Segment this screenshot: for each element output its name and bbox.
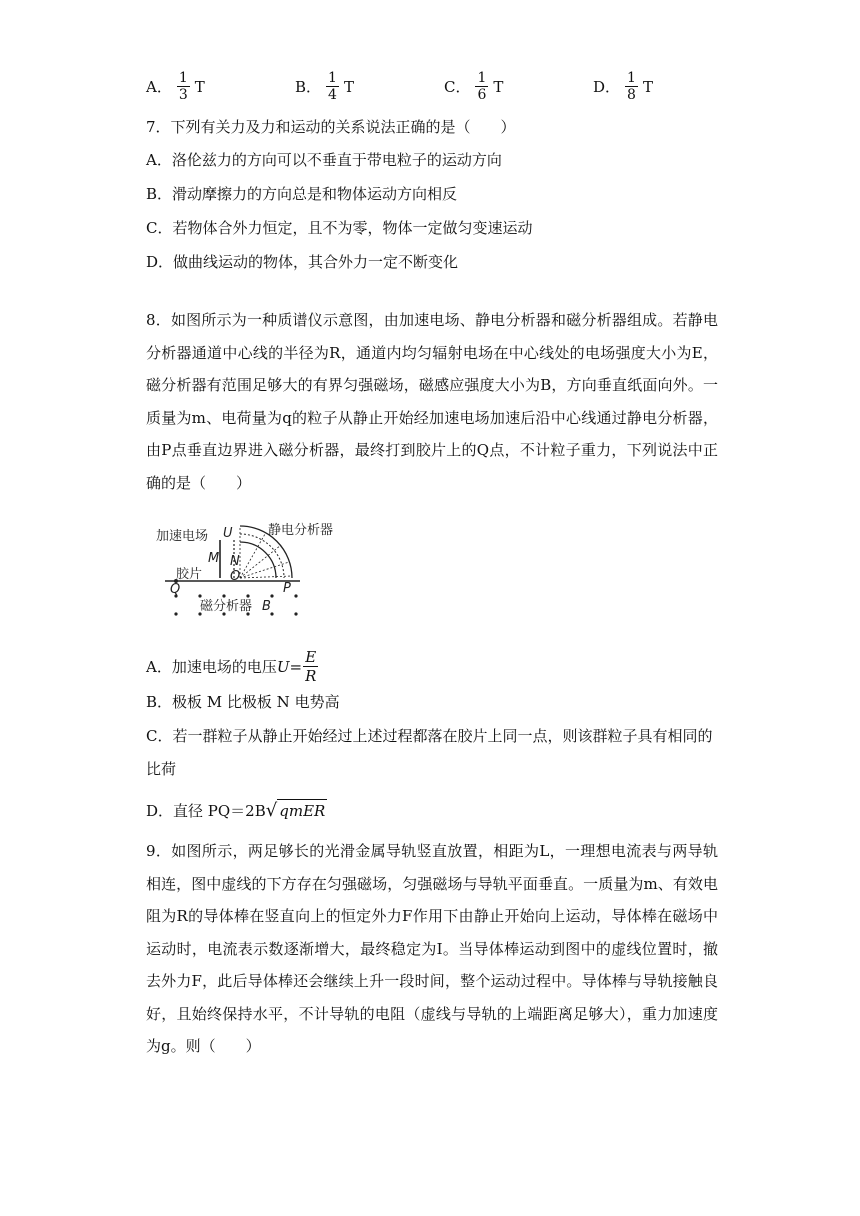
fig-label-n: N — [230, 554, 240, 569]
q8-stem: 8．如图所示为一种质谱仪示意图，由加速电场、静电分析器和磁分析器组成。若静电分析器通道中心线的半径为R，通道内均匀辐射电场在中心线处的电场强度大小为E，磁分析器有范围足够大的有界匀强磁场，磁感应强度大小为B，方向垂直纸面向外。一质量为m、电荷量为q的粒子从静止开始经加速电场加速后沿中心线通过静电分析器，由P点垂直边界进入磁分析器，最终打到胶片上的Q点，不计粒子重力，下列说法中正确的是（ ） — [146, 311, 718, 492]
fig-label-electro: 静电分析器 — [268, 523, 334, 538]
q9-stem: 9．如图所示，两足够长的光滑金属导轨竖直放置，相距为L，一理想电流表与两导轨相连，图中虚线的下方存在匀强磁场，匀强磁场与导轨平面垂直。一质量为m、有效电阻为R的导体棒在竖直向上的恒定外力F作用下由静止开始向上运动，导体棒在磁场中运动时，电流表示数逐渐增大，最终稳定为I。当导体棒运动到图中的虚线位置时，撤去外力F，此后导体棒还会继续上升一段时间，整个运动过程中。导体棒与导轨接触良好，且始终保持水平，不计导轨的电阻（虚线与导轨的上端距离足够大），重力加速度为g。则（ ） — [146, 842, 718, 1055]
fig-label-b: B — [262, 599, 271, 614]
q8-option-a: A．加速电场的电压 U = $\frac{E}{R}$ — [146, 648, 317, 685]
q7-option-b: B．滑动摩擦力的方向总是和物体运动方向相反 — [146, 185, 458, 203]
q6-option-d: D． $\frac{1}{8}$ T — [593, 70, 653, 103]
fig-label-q: Q — [170, 582, 181, 597]
q7-option-a: A．洛伦兹力的方向可以不垂直于带电粒子的运动方向 — [146, 151, 502, 169]
q6-option-c: C． $\frac{1}{6}$ T — [444, 70, 504, 103]
fig-label-u: U — [223, 526, 233, 541]
fig-label-magnetic: 磁分析器 — [200, 599, 253, 614]
fig-label-film: 胶片 — [176, 567, 203, 582]
q8-option-c-line1: C．若一群粒子从静止开始经过上述过程都落在胶片上同一点，则该群粒子具有相同的 — [146, 727, 713, 745]
q6-option-a: A． $\frac{1}{3}$ T — [146, 70, 205, 103]
q8-option-c-line2: 比荷 — [146, 760, 177, 778]
mass-spectrometer-figure — [150, 518, 350, 628]
fig-label-m: M — [208, 551, 220, 566]
q7-stem: 7．下列有关力及力和运动的关系说法正确的是（ ） — [146, 118, 516, 136]
q7-option-c: C．若物体合外力恒定，且不为零，物体一定做匀变速运动 — [146, 219, 533, 237]
q7-option-d: D．做曲线运动的物体，其合外力一定不断变化 — [146, 253, 459, 271]
q8-option-d: D．直径 PQ＝2B√ qmER — [146, 800, 326, 821]
fig-label-accel: 加速电场 — [156, 529, 209, 544]
q8-option-b: B．极板 M 比极板 N 电势高 — [146, 693, 340, 711]
fig-label-o: O — [230, 569, 241, 584]
q6-option-b: B． $\frac{1}{4}$ T — [295, 70, 354, 103]
fig-label-p: P — [283, 581, 291, 596]
